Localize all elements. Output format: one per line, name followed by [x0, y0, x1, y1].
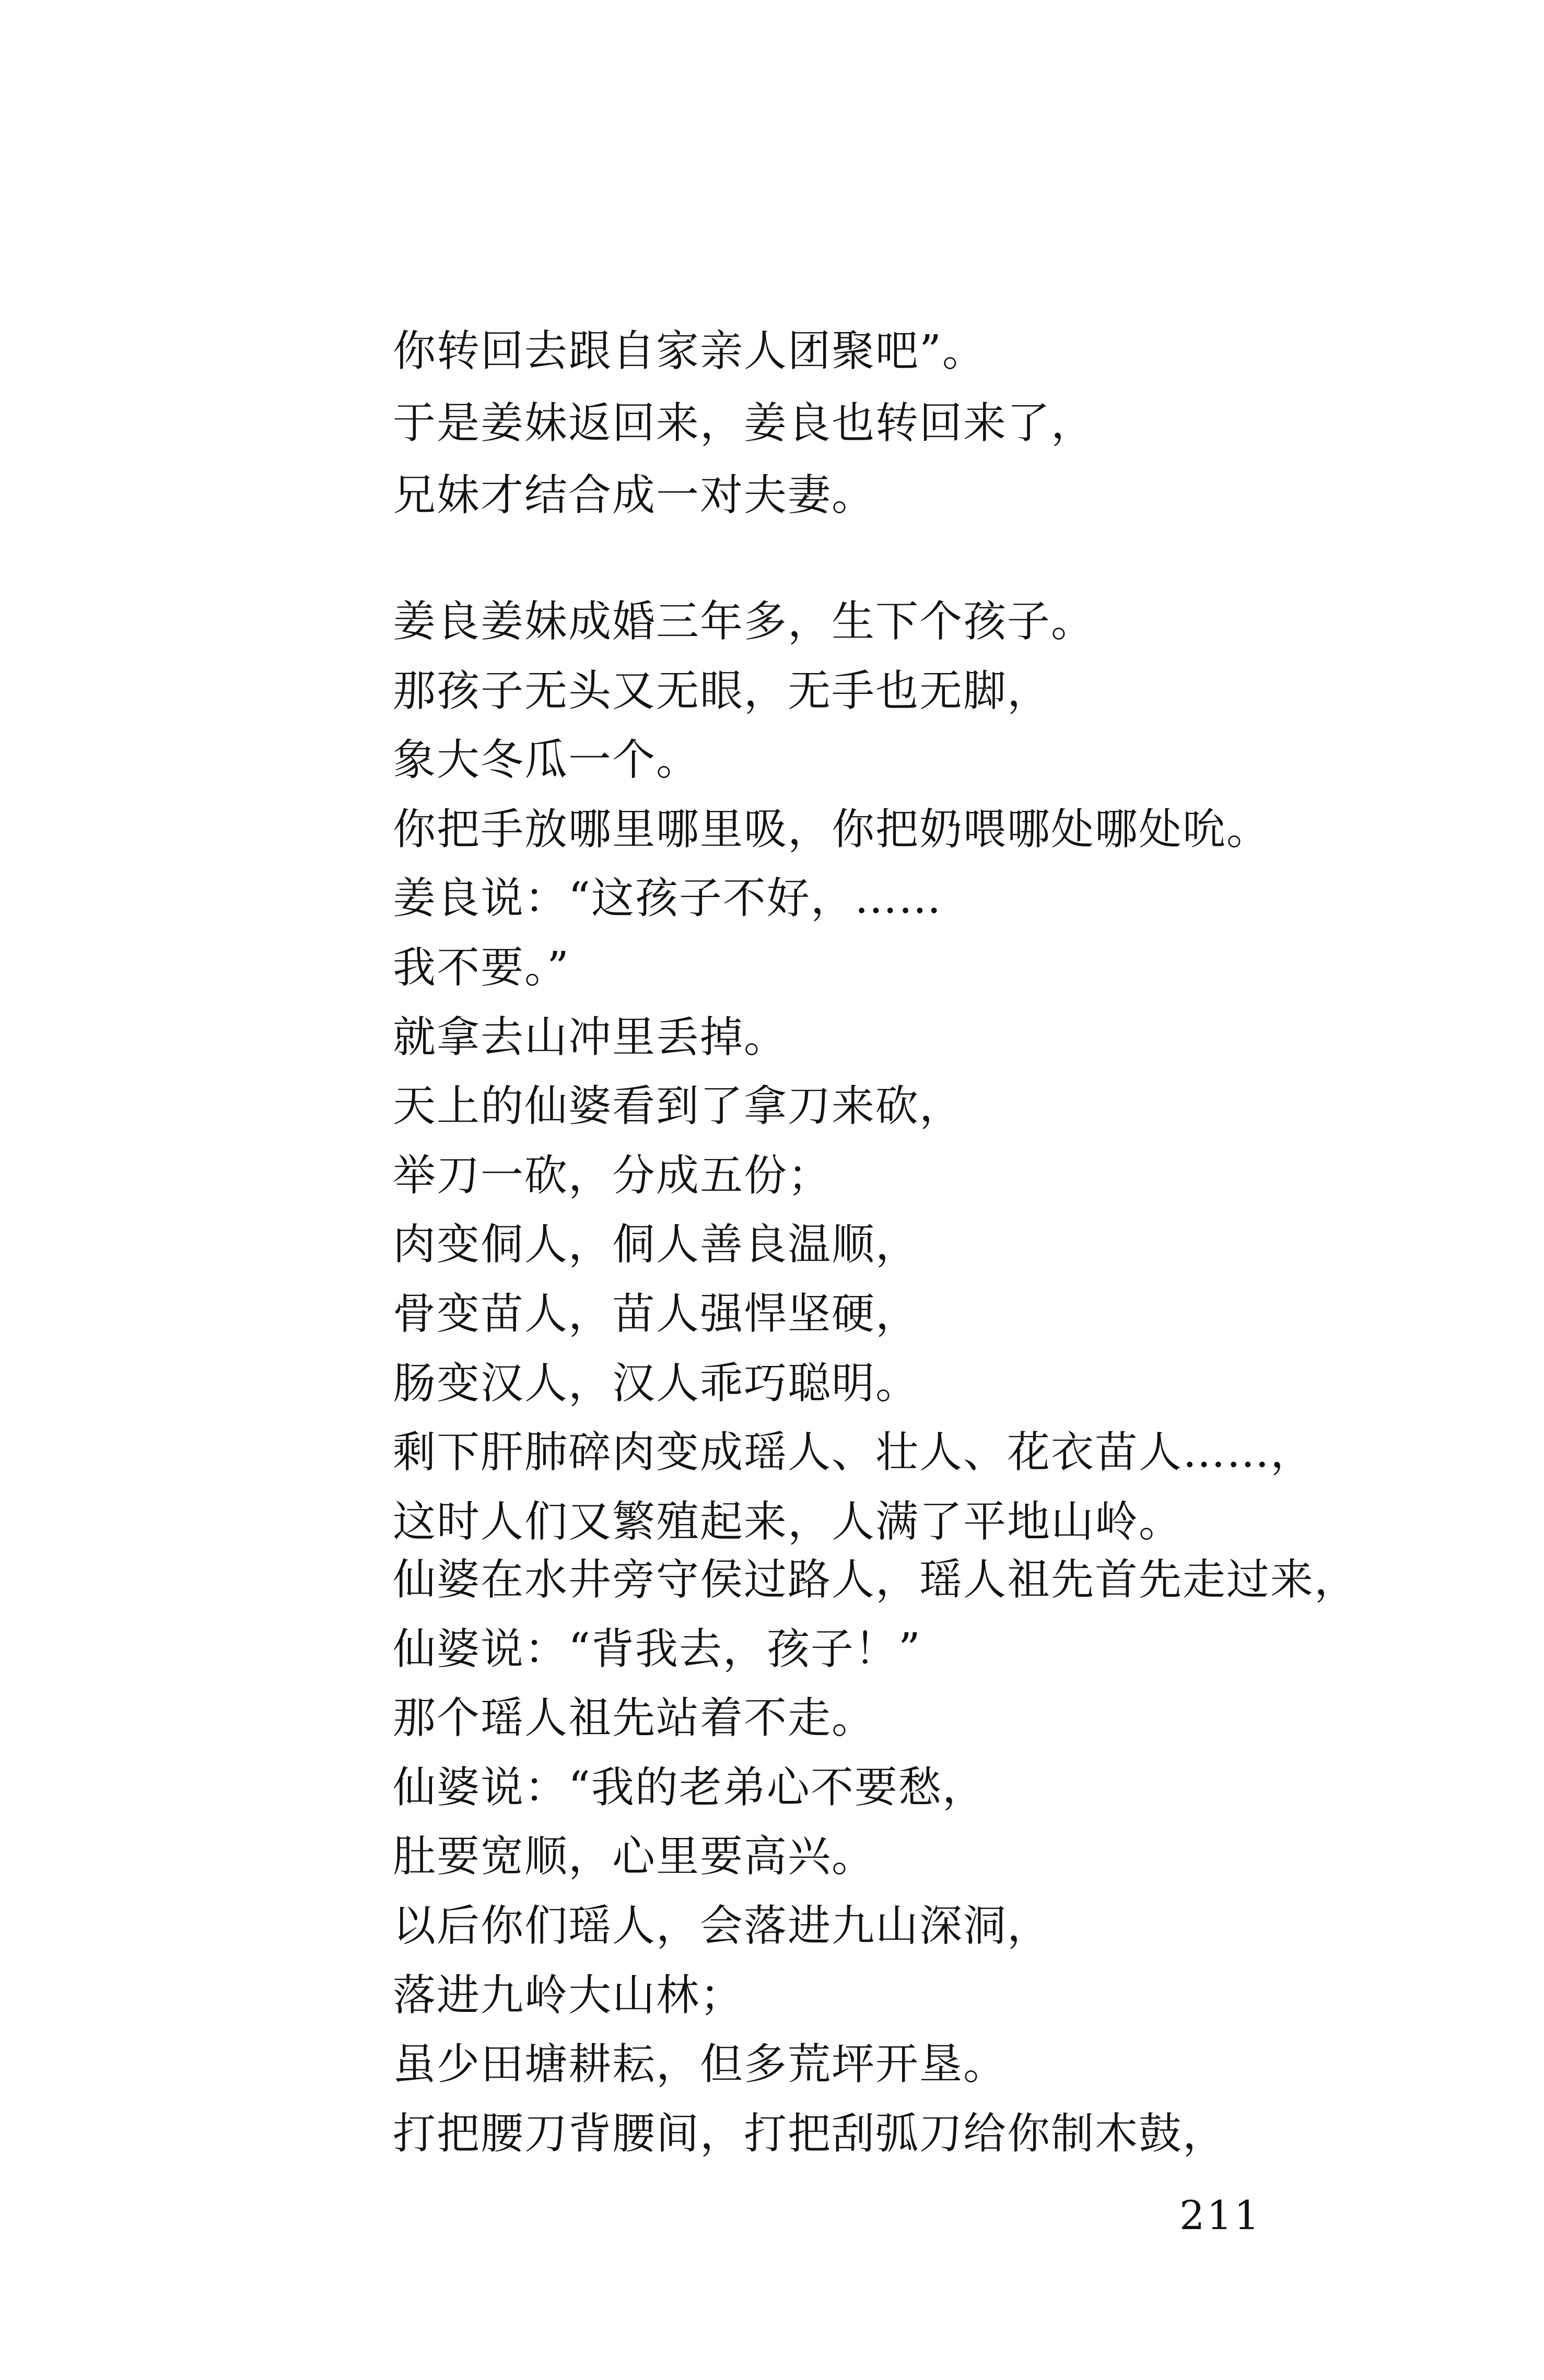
- poem-line: 姜良说：“这孩子不好，……: [393, 874, 942, 924]
- stanza-3: [393, 1555, 1385, 2182]
- poem-line: 肚要宽顺，心里要高兴。: [393, 1832, 876, 1882]
- poem-line: 落进九岭大山林；: [393, 1970, 744, 2020]
- poem-line: 天上的仙婆看到了拿刀来砍，: [393, 1081, 964, 1132]
- poem-line: 兄妹才结合成一对夫妻。: [393, 470, 876, 520]
- poem-line: 肠变汉人，汉人乖巧聪明。: [393, 1358, 920, 1408]
- stanza-2: [393, 597, 1385, 1570]
- poem-line: 举刀一砍，分成五份；: [393, 1150, 832, 1200]
- poem-line: 以后你们瑶人，会落进九山深洞，: [393, 1901, 1051, 1951]
- poem-line: 剩下肝肺碎肉变成瑶人、壮人、花衣苗人……，: [393, 1428, 1315, 1478]
- poem-line: 我不要。”: [393, 942, 570, 993]
- poem-line: 虽少田塘耕耘，但多荒坪开垦。: [393, 2040, 1008, 2090]
- poem-line: 那孩子无头又无眼，无手也无脚，: [393, 666, 1051, 716]
- poem-line: 于是姜妹返回来，姜良也转回来了，: [393, 398, 1095, 448]
- poem-line: 你把手放哪里哪里吸，你把奶喂哪处哪处吮。: [393, 804, 1271, 854]
- poem-line: 象大冬瓜一个。: [393, 735, 700, 785]
- poem-line: 肉变侗人，侗人善良温顺，: [393, 1220, 920, 1270]
- poem-line: 那个瑶人祖先站着不走。: [393, 1693, 876, 1743]
- page-number: 211: [1179, 2192, 1262, 2238]
- poem-line: 这时人们又繁殖起来，人满了平地山岭。: [393, 1497, 1183, 1547]
- poem-line: 仙婆说：“背我去，孩子！”: [393, 1624, 921, 1674]
- poem-line: 你转回去跟自家亲人团聚吧”。: [393, 326, 986, 376]
- poem-line: 姜良姜妹成婚三年多，生下个孩子。: [393, 597, 1095, 646]
- poem-line: 打把腰刀背腰间，打把刮弧刀给你制木鼓，: [393, 2108, 1227, 2159]
- poem-line: 仙婆在水井旁守侯过路人，瑶人祖先首先走过来，: [393, 1555, 1359, 1605]
- poem-line: 就拿去山冲里丢掉。: [393, 1012, 788, 1062]
- poem-line: 骨变苗人，苗人强悍坚硬，: [393, 1289, 920, 1339]
- poem-line: 仙婆说：“我的老弟心不要愁，: [393, 1762, 986, 1812]
- stanza-1: [393, 326, 1385, 546]
